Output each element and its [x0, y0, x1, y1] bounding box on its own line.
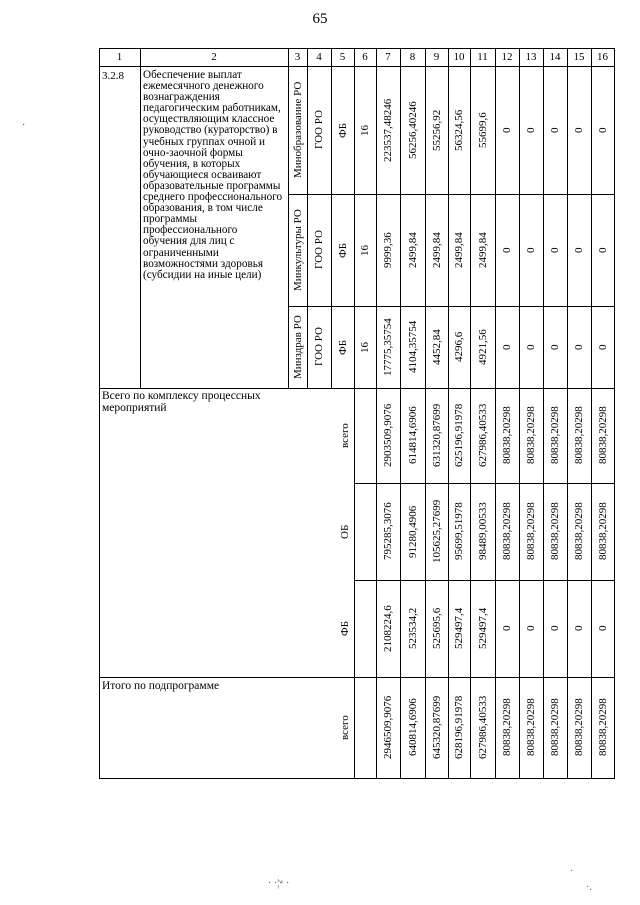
value-cell: 2499,84 [453, 232, 465, 268]
total-complex-source-rule [354, 388, 355, 678]
value-cell: 628196,91978 [453, 695, 465, 760]
value-cell: 4296,6 [453, 331, 465, 363]
col6-1: 16 [359, 244, 371, 256]
value-cell: 98489,00533 [476, 502, 489, 561]
value-cell: 0 [525, 247, 537, 253]
total-col-rule [543, 388, 544, 779]
header-col-8: 8 [409, 51, 416, 63]
source-1: ФБ [336, 242, 349, 258]
value-cell: 627986,40533 [476, 695, 489, 760]
value-cell: 0 [573, 127, 585, 133]
value-cell: 0 [501, 127, 513, 133]
value-cell: 95699,51978 [453, 502, 465, 561]
header-col-7: 7 [385, 51, 391, 63]
role-1: ГОО РО [313, 230, 325, 270]
value-cell: 80838,20298 [549, 502, 561, 561]
value-cell: 2903509,9076 [382, 403, 394, 468]
total-complex-rule-1 [354, 483, 615, 484]
subrow-rule-2 [288, 306, 615, 307]
total-subprogram-source: всего [339, 715, 351, 740]
value-cell: 0 [596, 344, 609, 350]
row-col-rule [307, 66, 308, 389]
total-complex-rule-2 [354, 580, 615, 581]
value-cell: 614814,6906 [406, 406, 419, 465]
row-code: 3.2.8 [102, 70, 124, 82]
value-cell: 529497,4 [476, 607, 489, 650]
header-col-10: 10 [453, 51, 465, 63]
total-col-rule [376, 388, 377, 779]
row-col-rule [495, 66, 496, 389]
value-cell: 0 [596, 127, 609, 133]
header-col-1: 1 [116, 51, 123, 63]
value-cell: 525695,6 [430, 607, 443, 650]
value-cell: 0 [525, 344, 537, 350]
value-cell: 80838,20298 [596, 406, 609, 465]
role-2: ГОО РО [313, 327, 325, 367]
value-cell: 2499,84 [430, 232, 443, 268]
executor-0: Минобразование РО [291, 81, 304, 179]
header-col-3: 3 [294, 51, 301, 63]
row-description: Обеспечение выплат ежемесячного денежного вознаграждения педагогическим работникам, осуществляющим классное руководство (кураторство) в учебных группах очной и очно-заочной формы обучения, в которых обучающиеся осваивают образовательные программы среднего профессионального образования, в том числе программы профессионального обучения для лиц с ограниченными возможностями здоровья (субсидии на иные цели) [143, 69, 283, 281]
total-complex-source-1: ОБ [339, 524, 351, 539]
row-col-rule [400, 66, 401, 389]
value-cell: 625196,91978 [453, 403, 465, 468]
value-cell: 80838,20298 [596, 698, 609, 757]
value-cell: 80838,20298 [501, 698, 513, 757]
value-cell: 0 [501, 625, 513, 632]
value-cell: 80838,20298 [525, 502, 537, 561]
header-col-2: 2 [211, 51, 217, 63]
row-col-rule [140, 66, 141, 389]
value-cell: 0 [549, 344, 561, 350]
value-cell: 0 [573, 247, 585, 253]
value-cell: 0 [501, 247, 513, 253]
row-col-rule [543, 66, 544, 389]
value-cell: 2499,84 [406, 232, 419, 268]
header-col-6: 6 [362, 51, 368, 63]
scan-artifact-right-2: ·. [586, 882, 592, 893]
header-col-16: 16 [597, 51, 608, 63]
total-subprogram-label: Итого по подпрограмме [102, 680, 220, 692]
value-cell: 0 [573, 344, 585, 350]
scan-artifact-margin: · [22, 120, 26, 131]
header-col-4: 4 [316, 51, 322, 63]
value-cell: 4452,84 [430, 329, 443, 365]
value-cell: 631320,87699 [430, 403, 443, 468]
value-cell: 80838,20298 [596, 502, 609, 561]
value-cell: 55256,92 [430, 109, 443, 151]
value-cell: 645320,87699 [430, 695, 443, 760]
value-cell: 80838,20298 [573, 502, 585, 561]
table-right-rule [614, 48, 615, 779]
value-cell: 0 [596, 625, 609, 632]
value-cell: 55699,6 [476, 112, 489, 148]
header-bottom-rule [99, 66, 615, 67]
scan-artifact-right: · [570, 866, 574, 877]
value-cell: 795285,3076 [382, 502, 394, 561]
header-col-11: 11 [477, 51, 488, 63]
header-col-13: 13 [525, 51, 537, 63]
total-complex-label: Всего по комплексу процессных мероприятий [102, 390, 261, 414]
total-col-rule [425, 388, 426, 779]
row-col-rule [567, 66, 568, 389]
value-cell: 56324,56 [453, 109, 465, 151]
col6-0: 16 [359, 124, 371, 136]
row-3-2-8-bottom-rule [99, 388, 615, 389]
value-cell: 0 [549, 127, 561, 133]
value-cell: 0 [596, 247, 609, 253]
total-complex-source-2: ФБ [339, 620, 351, 636]
total-complex-bottom-rule [99, 677, 615, 678]
value-cell: 0 [501, 344, 513, 350]
value-cell: 2499,84 [476, 232, 489, 268]
row-col-rule [448, 66, 449, 389]
value-cell: 80838,20298 [549, 698, 561, 757]
table-bottom-rule [99, 778, 615, 779]
total-sub-source-rule [354, 677, 355, 779]
value-cell: 80838,20298 [549, 406, 561, 465]
scan-artifact-left: · ·¦ʷ · [268, 878, 290, 889]
value-cell: 105625,27699 [430, 499, 443, 564]
executor-1: Минкультуры РО [291, 209, 304, 291]
value-cell: 0 [525, 625, 537, 632]
source-0: ФБ [336, 122, 349, 138]
header-col-12: 12 [501, 51, 513, 63]
row-col-rule [425, 66, 426, 389]
value-cell: 9999,36 [382, 232, 394, 268]
total-col-rule [470, 388, 471, 779]
col6-2: 16 [359, 341, 371, 353]
value-cell: 523534,2 [406, 607, 419, 650]
value-cell: 0 [549, 247, 561, 253]
value-cell: 56256,40246 [406, 101, 419, 159]
value-cell: 0 [525, 127, 537, 133]
value-cell: 223537,48246 [382, 98, 394, 162]
total-col-rule [519, 388, 520, 779]
value-cell: 80838,20298 [525, 406, 537, 465]
table-left-rule [99, 48, 100, 779]
value-cell: 4921,56 [476, 329, 489, 365]
value-cell: 627986,40533 [476, 403, 489, 468]
value-cell: 91280,4906 [406, 505, 419, 558]
total-col-rule [448, 388, 449, 779]
row-col-rule [519, 66, 520, 389]
row-col-rule [354, 66, 355, 389]
value-cell: 80838,20298 [525, 698, 537, 757]
row-col-rule [470, 66, 471, 389]
role-0: ГОО РО [313, 110, 325, 150]
total-col-rule [400, 388, 401, 779]
value-cell: 80838,20298 [501, 502, 513, 561]
value-cell: 17775,35754 [382, 318, 394, 376]
total-col-rule [567, 388, 568, 779]
row-col-rule [591, 66, 592, 389]
total-col-rule [495, 388, 496, 779]
value-cell: 80838,20298 [573, 406, 585, 465]
subrow-rule-1 [288, 194, 615, 195]
header-col-14: 14 [549, 51, 561, 63]
total-col-rule [591, 388, 592, 779]
value-cell: 4104,35754 [406, 320, 419, 374]
value-cell: 529497,4 [453, 607, 465, 650]
page-number: 65 [312, 11, 328, 27]
source-2: ФБ [336, 339, 349, 355]
value-cell: 2946509,9076 [382, 695, 394, 760]
header-col-9: 9 [433, 51, 440, 63]
value-cell: 0 [549, 625, 561, 632]
row-col-rule [376, 66, 377, 389]
header-col-15: 15 [573, 51, 585, 63]
total-complex-source-0: всего [339, 423, 351, 448]
executor-2: Минздрав РО [291, 315, 304, 379]
value-cell: 80838,20298 [501, 406, 513, 465]
row-col-rule [331, 66, 332, 389]
row-col-rule [288, 66, 289, 389]
value-cell: 640814,6906 [406, 698, 419, 757]
header-col-5: 5 [339, 51, 346, 63]
value-cell: 0 [573, 625, 585, 632]
value-cell: 80838,20298 [573, 698, 585, 757]
value-cell: 2108224,6 [382, 605, 394, 652]
